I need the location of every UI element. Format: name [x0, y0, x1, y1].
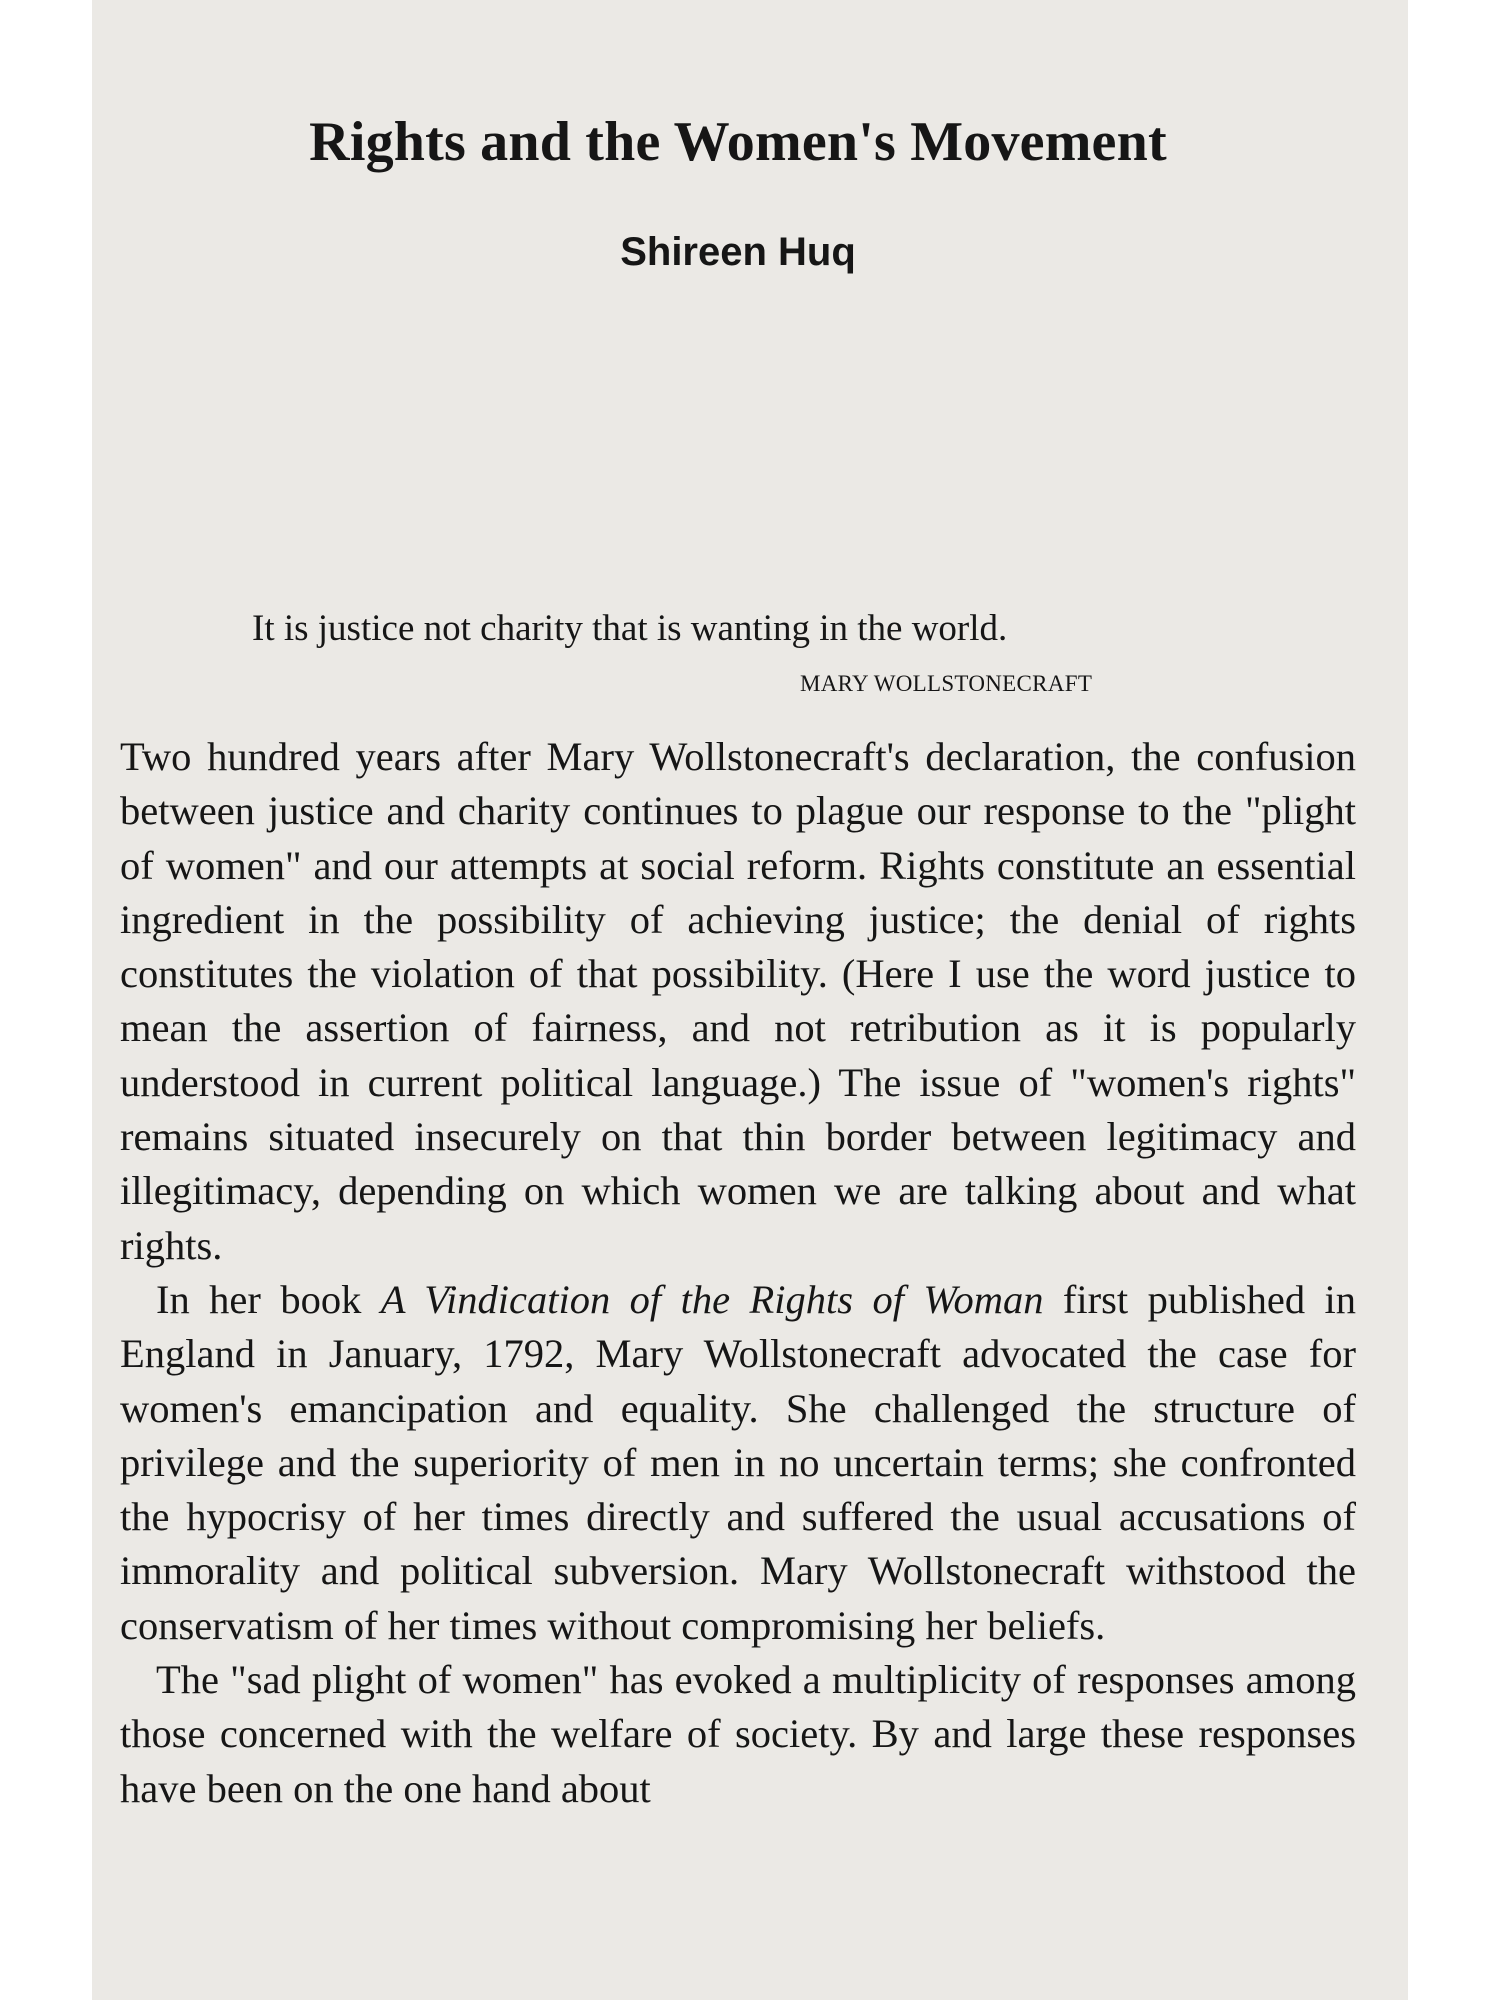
body-paragraph-2: [120, 1273, 1356, 1653]
book-title: A Vindication of the Rights of Woman: [380, 1276, 1044, 1322]
body-paragraph-1: Two hundred years after Mary Wollstonecraft's declaration, the confusion between justice and charity continues to plague our response to the "plight of women" and our attempts at social reform. Rights constitute an essential ingredient in the possibility of achieving justice; the denial of rights constitutes the violation of that possibility. (Here I use the word justice to mean the assertion of fairness, and not retribution as it is popularly understood in current political language.) The issue of "women's rights" remains situated insecurely on that thin border between legitimacy and illegitimacy, depending on which women we are talking about and what rights.: [120, 734, 1356, 1268]
page-content: [120, 0, 1356, 2000]
epigraph-attribution: MARY WOLLSTONECRAFT: [800, 671, 1093, 696]
body-paragraph-3: The "sad plight of women" has evoked a multiplicity of responses among those concerned with the welfare of society. By and large these responses have been on the one hand about: [120, 1657, 1356, 1811]
article-author: Shireen Huq: [620, 230, 856, 274]
epigraph-quote: It is justice not charity that is wanting in the world.: [252, 608, 1008, 649]
article-title: Rights and the Women's Movement: [309, 111, 1167, 173]
paragraph-2-before: In her book: [156, 1276, 381, 1322]
paragraph-2-after: first published in England in January, 1792, Mary Wollstonecraft advocated the case for women's emancipation and equality. She challenged the structure of privilege and the superiority of men in no uncertain terms; she confronted the hypocrisy of her times directly and suffered the usual accusations of immorality and political subversion. Mary Wollstonecraft withstood the conservatism of her times without compromising her beliefs.: [120, 1276, 1357, 1648]
scanned-page: [92, 0, 1408, 2000]
article-body: [120, 730, 1356, 1816]
